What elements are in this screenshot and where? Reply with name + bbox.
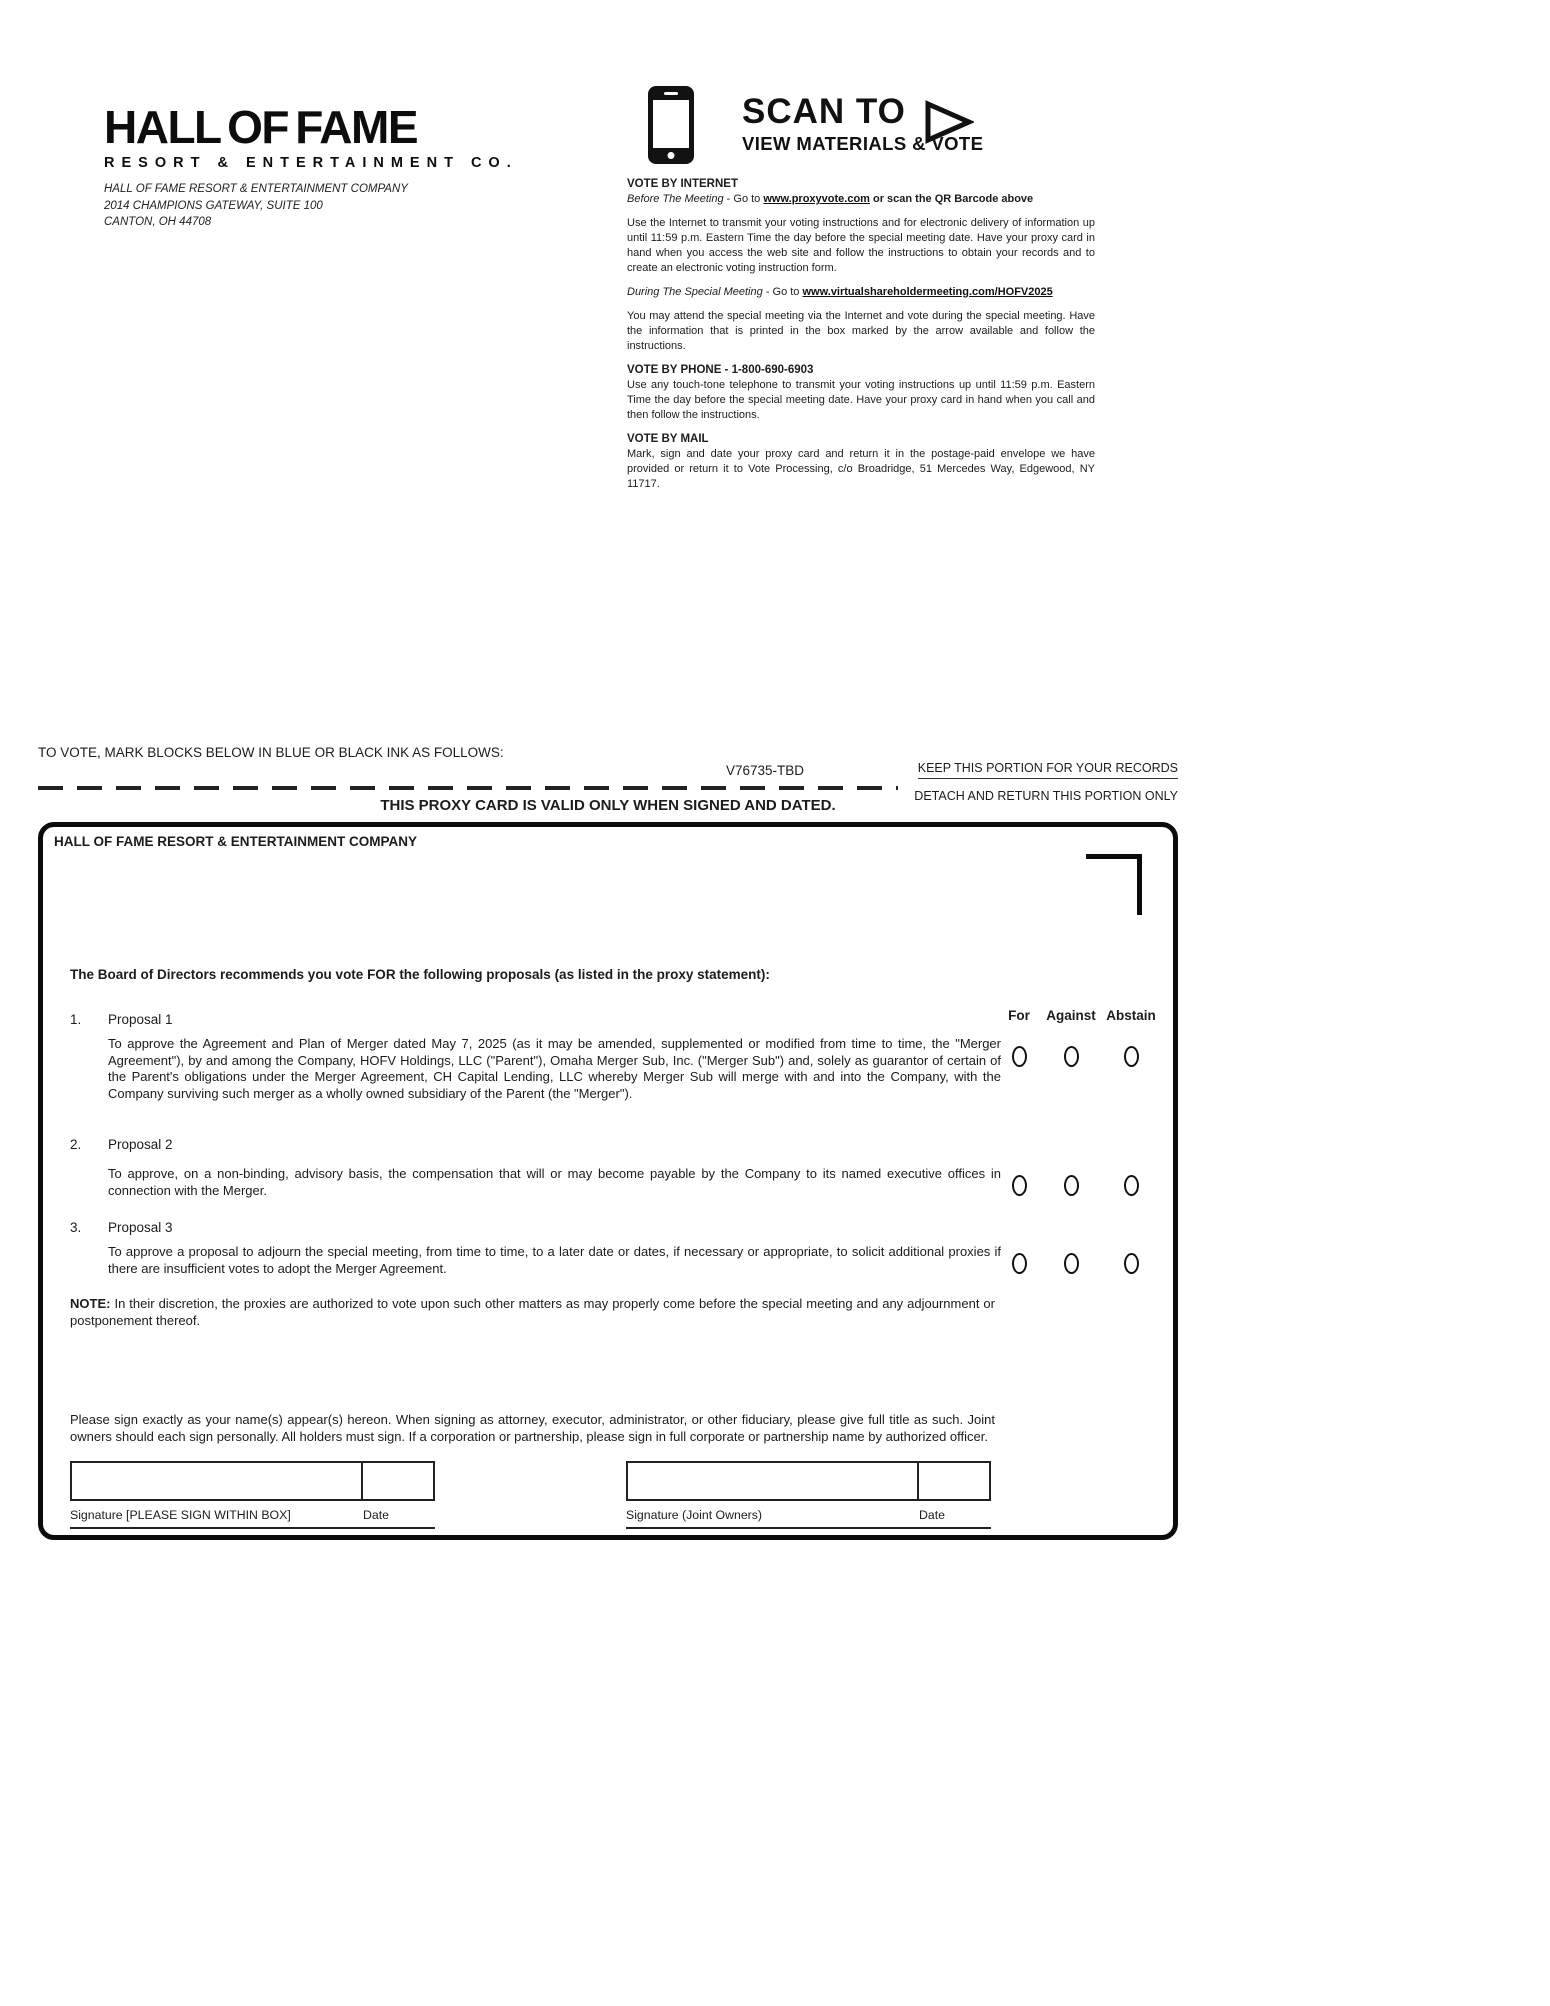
joint-signature-labels	[626, 1508, 991, 1529]
during-body-text: You may attend the special meeting via the Internet and vote during the special meeting. Have the information that is printed in the box marked by the arrow available and follow the instructions.	[627, 310, 1095, 352]
go-to-text-1: - Go to	[723, 193, 764, 205]
proposal-2-vote-boxes	[997, 1175, 1161, 1201]
proposal-2-title: Proposal 2	[108, 1137, 173, 1152]
during-meeting-label: During The Special Meeting	[627, 286, 763, 298]
proposal-1-row	[70, 1012, 173, 1027]
joint-signature-box[interactable]	[626, 1461, 919, 1501]
company-logo: HALL OF FAME	[104, 101, 418, 153]
primary-date-label: Date	[363, 1508, 389, 1522]
proposal-2-row	[70, 1137, 173, 1152]
internet-body-text: Use the Internet to transmit your voting instructions and for electronic delivery of information up until 11:59 p.m. Eastern Time the day before the special meeting date. Have your proxy card in hand when you access the web site and follow the instructions to obtain your records and to create an electronic voting instruction form.	[627, 217, 1095, 274]
go-to-text-2: - Go to	[762, 286, 803, 298]
scan-banner-title: SCAN TO	[742, 92, 906, 131]
arrow-marker-icon	[924, 99, 974, 145]
proposal-2-for-checkbox[interactable]	[1012, 1175, 1027, 1196]
proxy-ballot-box	[38, 822, 1178, 1540]
company-logo-block	[104, 101, 518, 231]
qr-barcode-suffix: or scan the QR Barcode above	[869, 193, 1034, 205]
company-logo-subtitle: RESORT & ENTERTAINMENT CO.	[104, 155, 518, 171]
proposal-2-description: To approve, on a non-binding, advisory basis, the compensation that will or may become payable by the Company to its named executive offices in connection with the Merger.	[108, 1166, 1001, 1198]
before-meeting-line	[627, 192, 1095, 207]
proposal-2-against-checkbox[interactable]	[1064, 1175, 1079, 1196]
proposal-1-vote-boxes	[997, 1046, 1161, 1072]
company-address-line2: 2014 CHAMPIONS GATEWAY, SUITE 100	[104, 199, 323, 212]
proposal-1-against-checkbox[interactable]	[1064, 1046, 1079, 1067]
proxyvote-link[interactable]: www.proxyvote.com	[763, 193, 870, 205]
scan-banner-subtitle: VIEW MATERIALS & VOTE	[742, 133, 984, 154]
phone-body-text: Use any touch-tone telephone to transmit your voting instructions up until 11:59 p.m. Eastern Time the day before the special meeting date. Have your proxy card in hand when you call and then follow the instructions.	[627, 379, 1095, 421]
proposal-1-description: To approve the Agreement and Plan of Merger dated May 7, 2025 (as it may be amended, supplemented or modified from time to time, the "Merger Agreement"), by and among the Company, HOFV Holdings, LLC ("Parent"), Omaha Merger Sub, Inc. ("Merger Sub") and, solely as guarantor of certain of the Parent's obligations under the Merger Agreement, CH Capital Lending, LLC whereby Merger Sub will merge with and into the Company, with the Company surviving such merger as a wholly owned subsidiary of the Parent (the "Merger").	[108, 1036, 1001, 1101]
ballot-company-name: HALL OF FAME RESORT & ENTERTAINMENT COMPANY	[54, 834, 417, 849]
proposal-3-number: 3.	[70, 1220, 82, 1235]
primary-signature-box[interactable]	[70, 1461, 363, 1501]
proposal-3-description: To approve a proposal to adjourn the special meeting, from time to time, to a later date or dates, if necessary or appropriate, to solicit additional proxies if there are insufficient votes to adopt the Merger Agreement.	[108, 1244, 1001, 1276]
signing-instruction: Please sign exactly as your name(s) appear(s) hereon. When signing as attorney, executor, administrator, or other fiduciary, please give full title as such. Joint owners should each sign personally. All holders must sign. If a corporation or partnership, please sign in full corporate or partnership name by authorized officer.	[70, 1412, 995, 1444]
primary-signature-labels	[70, 1508, 435, 1529]
company-address-line1: HALL OF FAME RESORT & ENTERTAINMENT COMPANY	[104, 183, 408, 195]
virtual-meeting-link[interactable]: www.virtualshareholdermeeting.com/HOFV2025	[802, 286, 1053, 298]
during-meeting-line	[627, 285, 1095, 300]
mark-blocks-instruction: TO VOTE, MARK BLOCKS BELOW IN BLUE OR BLACK INK AS FOLLOWS:	[38, 745, 504, 760]
proposal-2-abstain-checkbox[interactable]	[1124, 1175, 1139, 1196]
joint-signature-label: Signature (Joint Owners)	[626, 1508, 763, 1522]
note-label: NOTE:	[70, 1296, 111, 1311]
proposal-3-against-checkbox[interactable]	[1064, 1253, 1079, 1274]
detach-portion-note: DETACH AND RETURN THIS PORTION ONLY	[914, 789, 1178, 803]
smartphone-icon	[648, 86, 694, 164]
primary-signature-label: Signature [PLEASE SIGN WITHIN BOX]	[70, 1508, 291, 1522]
proposal-1-abstain-checkbox[interactable]	[1124, 1046, 1139, 1067]
control-number: V76735-TBD	[726, 763, 805, 778]
vote-options-header	[997, 1008, 1161, 1023]
mail-body-text: Mark, sign and date your proxy card and return it in the postage-paid envelope we have provided or return it to Vote Processing, c/o Broadridge, 51 Mercedes Way, Edgewood, NY 11717.	[627, 448, 1095, 490]
perforation-dashed-line	[38, 786, 898, 790]
joint-signature-group	[626, 1461, 991, 1529]
for-column-header: For	[1008, 1008, 1030, 1023]
company-address-line3: CANTON, OH 44708	[104, 216, 212, 228]
vote-by-internet-heading: VOTE BY INTERNET	[627, 178, 738, 190]
voting-instructions	[627, 177, 1095, 501]
proposal-3-for-checkbox[interactable]	[1012, 1253, 1027, 1274]
phone-screen-icon	[653, 100, 689, 148]
joint-date-label: Date	[919, 1508, 945, 1522]
against-column-header: Against	[1046, 1008, 1096, 1023]
abstain-column-header: Abstain	[1106, 1008, 1156, 1023]
vote-by-mail-heading: VOTE BY MAIL	[627, 433, 709, 445]
corner-crop-mark-icon	[1086, 854, 1142, 915]
proposal-1-for-checkbox[interactable]	[1012, 1046, 1027, 1067]
note-body: In their discretion, the proxies are authorized to vote upon such other matters as may properly come before the special meeting and any adjournment or postponement thereof.	[70, 1296, 995, 1328]
phone-home-button-icon	[668, 152, 675, 159]
before-meeting-label: Before The Meeting	[627, 193, 724, 205]
proposal-1-title: Proposal 1	[108, 1012, 173, 1027]
joint-date-box[interactable]	[919, 1461, 991, 1501]
proposal-3-abstain-checkbox[interactable]	[1124, 1253, 1139, 1274]
proposal-3-vote-boxes	[997, 1253, 1161, 1279]
discretion-note	[70, 1296, 995, 1329]
proposal-1-number: 1.	[70, 1012, 82, 1027]
board-recommendation: The Board of Directors recommends you vote FOR the following proposals (as listed in the proxy statement):	[70, 967, 770, 982]
primary-signature-group	[70, 1461, 435, 1529]
vote-by-phone-heading: VOTE BY PHONE - 1-800-690-6903	[627, 364, 814, 376]
phone-speaker-icon	[664, 92, 678, 95]
proposal-2-number: 2.	[70, 1137, 82, 1152]
primary-date-box[interactable]	[363, 1461, 435, 1501]
proposal-3-title: Proposal 3	[108, 1220, 173, 1235]
proposal-3-row	[70, 1220, 173, 1235]
company-address	[104, 181, 518, 231]
valid-when-signed-notice: THIS PROXY CARD IS VALID ONLY WHEN SIGNED AND DATED.	[380, 797, 836, 814]
keep-portion-note: KEEP THIS PORTION FOR YOUR RECORDS	[918, 761, 1178, 779]
